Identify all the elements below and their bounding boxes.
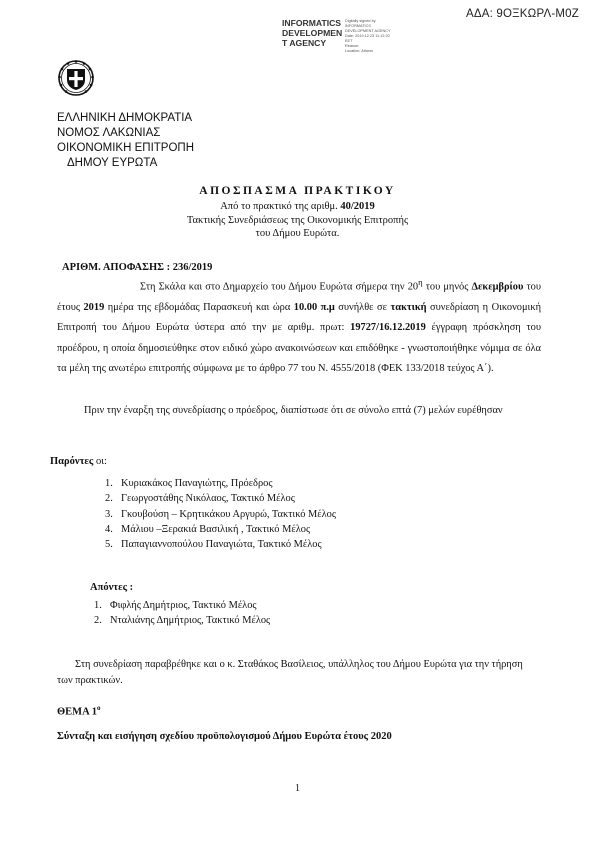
decision-number: ΑΡΙΘΜ. ΑΠΟΦΑΣΗΣ : 236/2019 [62, 262, 213, 273]
list-item: 5. Παπαγιαννοπούλου Παναγιώτα, Τακτικό Μέλος [105, 539, 322, 551]
digital-signature-text: Digitally signed by INFORMATICS DEVELOPMENT AGENCY Date: 2019.12.23 11:12:20 EET Reason: Location: Athens [345, 19, 391, 53]
document-subtitle: Από το πρακτικό της αριθμ. 40/2019 Τακτικής Συνεδριάσεως της Οικονομικής Επιτροπής του Δήμου Ευρώτα. [186, 201, 409, 239]
list-item: 1. Κυριακάκος Παναγιώτης, Πρόεδρος [105, 478, 273, 489]
absent-heading: Απόντες : [90, 582, 134, 593]
list-item: 1. Φιφλής Δημήτριος, Τακτικό Μέλος [94, 600, 257, 611]
header-line: ΕΛΛΗΝΙΚΗ ΔΗΜΟΚΡΑΤΙΑ [57, 112, 193, 124]
topic-subject: Σύνταξη και εισήγηση σχεδίου προϋπολογισμού Δήμου Ευρώτα έτους 2020 [57, 731, 392, 742]
header-line: ΟΙΚΟΝΟΜΙΚΗ ΕΠΙΤΡΟΠΗ [57, 142, 195, 154]
quorum-paragraph: Πριν την έναρξη της συνεδρίασης ο πρόεδρος, διαπίστωσε ότι σε σύνολο επτά (7) μελών ευρέθησαν [84, 405, 503, 416]
informatics-development-agency-logo [282, 18, 402, 58]
meeting-paragraph: Στη Σκάλα και στο Δημαρχείο του Δήμου Ευρώτα σήμερα την $20^\eta$ του μηνός Δεκεμβρίου του έτους 2019 ημέρα της εβδομάδας Παρασκευή και ώρα 10.00 π.μ συνήλθε σε τακτική συνεδρίαση η Οικονομική Επιτροπή του Δήμου Ευρώτα ύστερα από την με αριθμ. πρωτ: 19727/16.12.2019 έγγραφη πρόσκληση του προέδρου, η οποία δημοσιεύθηκε στον ειδικό χώρο ανακοινώσεων και επιδόθηκε - γνωστοποιήθηκε νόμιμα σε όλα τα μέλη της ανωτέρω επιτροπής σύμφωνα με το άρθρο 77 του Ν. 4555/2018 (ΦΕΚ 133/2018 τεύχος Α΄). [57, 277, 542, 375]
list-item: 4. Μάλιου –Ξερακιά Βασιλική , Τακτικό Μέλος [105, 523, 311, 535]
present-members-list [105, 476, 336, 552]
minutes-keeper-paragraph: Στη συνεδρίαση παραβρέθηκε και ο κ. Σταθάκος Βασίλειος, υπάλληλος του Δήμου Ευρώτα για την τήρηση των πρακτικών. [57, 659, 523, 686]
list-item: 2. Νταλιάνης Δημήτριος, Τακτικό Μέλος [94, 615, 271, 627]
authority-header [57, 111, 194, 171]
logo-text: INFORMATICS DEVELOPMEN T AGENCY [282, 18, 343, 48]
page-number: 1 [295, 783, 300, 794]
list-item: 2. Γεωργοστάθης Νικόλαος, Τακτικό Μέλος [105, 493, 295, 505]
ada-code: ΑΔΑ: 9ΟΞΚΩΡΛ-Μ0Ζ [465, 8, 579, 20]
header-line: ΔΗΜΟΥ ΕΥΡΩΤΑ [67, 157, 158, 169]
absent-members-list [94, 598, 270, 629]
topic-number: ΘΕΜΑ $1^o$ [57, 704, 101, 718]
present-heading: Παρόντες οι: [50, 456, 107, 467]
document-title: ΑΠΟΣΠΑΣΜΑ ΠΡΑΚΤΙΚΟΥ [199, 185, 396, 197]
greek-coat-of-arms-icon [56, 58, 96, 98]
header-line: ΝΟΜΟΣ ΛΑΚΩΝΙΑΣ [57, 127, 161, 139]
list-item: 3. Γκουβούση – Κρητικάκου Αργυρώ, Τακτικό Μέλος [105, 508, 336, 520]
